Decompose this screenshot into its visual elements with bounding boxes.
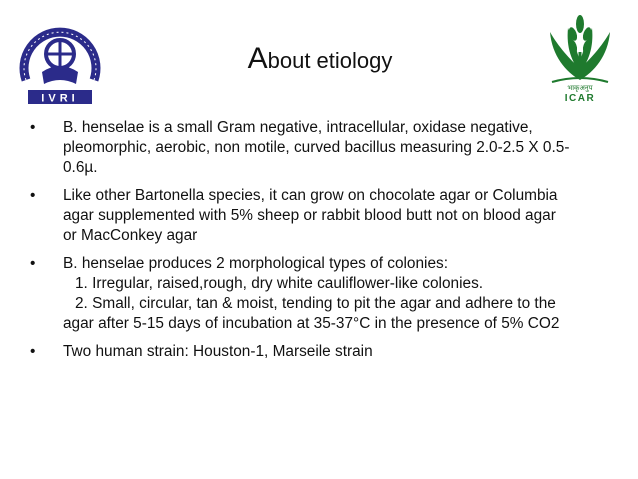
bullet-text-line: Two human strain: Houston-1, Marseile strain	[63, 343, 373, 360]
bullet-dot: •	[30, 119, 36, 136]
bullet-item	[30, 186, 610, 246]
bullet-dot: •	[30, 255, 36, 272]
bullet-text-line: 0.6µ.	[63, 159, 98, 176]
bullet-item	[30, 254, 610, 334]
bullet-subline: 1. Irregular, raised,rough, dry white cauliflower-like colonies.	[75, 275, 484, 292]
ivri-animal-figure	[42, 66, 78, 84]
bullet-item	[30, 118, 610, 178]
bullet-text-line: Like other Bartonella species, it can grow on chocolate agar or Columbia	[63, 187, 558, 204]
bullet-dot: •	[30, 343, 36, 360]
bullet-text-line: pleomorphic, aerobic, non motile, curved bacillus measuring 2.0-2.5 X 0.5-	[63, 139, 570, 156]
bullet-dot: •	[30, 187, 36, 204]
icar-hindi-mark: भाकृअनुप	[567, 84, 593, 92]
bullet-text-line: B. henselae produces 2 morphological types of colonies:	[63, 255, 448, 272]
bullet-text-line: agar after 5-15 days of incubation at 35-37°C in the presence of 5% CO2	[63, 315, 560, 332]
bullet-subline: 2. Small, circular, tan & moist, tending to pit the agar and adhere to the	[75, 295, 556, 312]
icar-wheat-leaves	[550, 15, 610, 80]
slide-title	[180, 44, 460, 76]
ivri-logo-text: IVRI	[41, 92, 79, 105]
bullet-text-line: B. henselae is a small Gram negative, intracellular, oxidase negative,	[63, 119, 533, 136]
slide-title-initial: A	[247, 42, 268, 75]
ivri-logo-icon	[12, 10, 108, 108]
icar-logo-text: ICAR	[564, 93, 596, 104]
slide-title-rest: bout etiology	[267, 48, 393, 73]
icar-logo-icon	[536, 12, 624, 104]
bullet-item	[30, 342, 610, 362]
bullet-list	[30, 118, 610, 370]
bullet-text-line: agar supplemented with 5% sheep or rabbit blood butt not on blood agar	[63, 207, 556, 224]
bullet-text-line: or MacConkey agar	[63, 227, 198, 244]
